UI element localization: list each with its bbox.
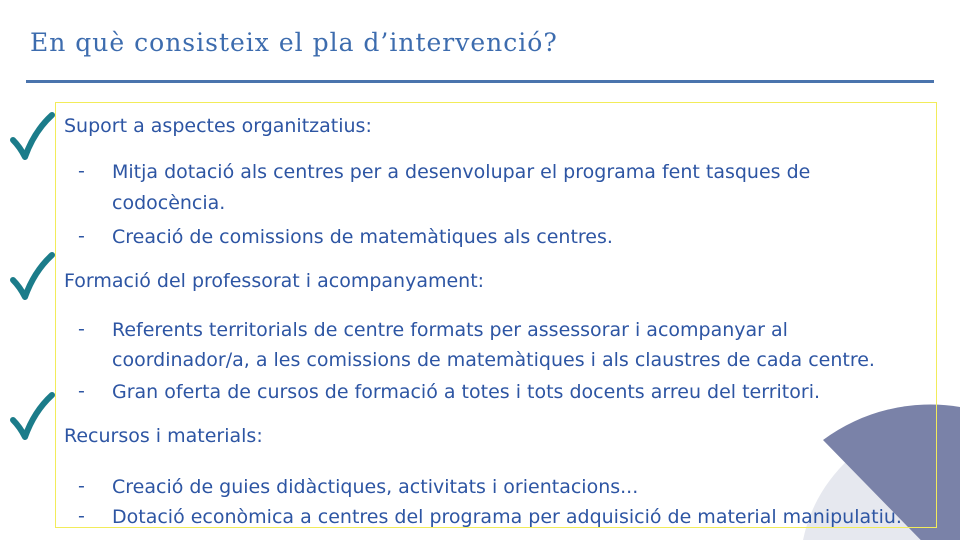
title-underline bbox=[26, 80, 934, 83]
checkmark-icon bbox=[10, 112, 56, 162]
bullet-text-line: Creació de comissions de matemàtiques als centres. bbox=[112, 226, 613, 248]
section-heading-recursos: Recursos i materials: bbox=[64, 425, 263, 447]
bullet-text-line: Creació de guies didàctiques, activitats i orientacions... bbox=[112, 476, 639, 498]
bullet-dash: - bbox=[78, 380, 85, 402]
section-heading-organitzatius: Suport a aspectes organitzatius: bbox=[64, 115, 372, 137]
bullet-text-line: Referents territorials de centre formats per assessorar i acompanyar al bbox=[112, 319, 788, 341]
section-heading-formacio: Formació del professorat i acompanyament: bbox=[64, 270, 485, 292]
bullet-text-line: Gran oferta de cursos de formació a totes i tots docents arreu del territori. bbox=[112, 381, 821, 403]
bullet-dash: - bbox=[78, 160, 85, 182]
bullet-dash: - bbox=[78, 225, 85, 247]
bullet-dash: - bbox=[78, 318, 85, 340]
bullet-text-line: Mitja dotació als centres per a desenvolupar el programa fent tasques de bbox=[112, 161, 811, 183]
checkmark-icon bbox=[10, 252, 56, 302]
slide-title: En què consisteix el pla d’intervenció? bbox=[30, 28, 558, 57]
bullet-text-line: Dotació econòmica a centres del programa per adquisició de material manipulatiu. bbox=[112, 506, 902, 528]
bullet-dash: - bbox=[78, 475, 85, 497]
checkmark-icon bbox=[10, 392, 56, 442]
bullet-dash: - bbox=[78, 505, 85, 527]
bullet-text-line: codocència. bbox=[112, 192, 226, 214]
bullet-text-line: coordinador/a, a les comissions de matemàtiques i als claustres de cada centre. bbox=[112, 349, 875, 371]
